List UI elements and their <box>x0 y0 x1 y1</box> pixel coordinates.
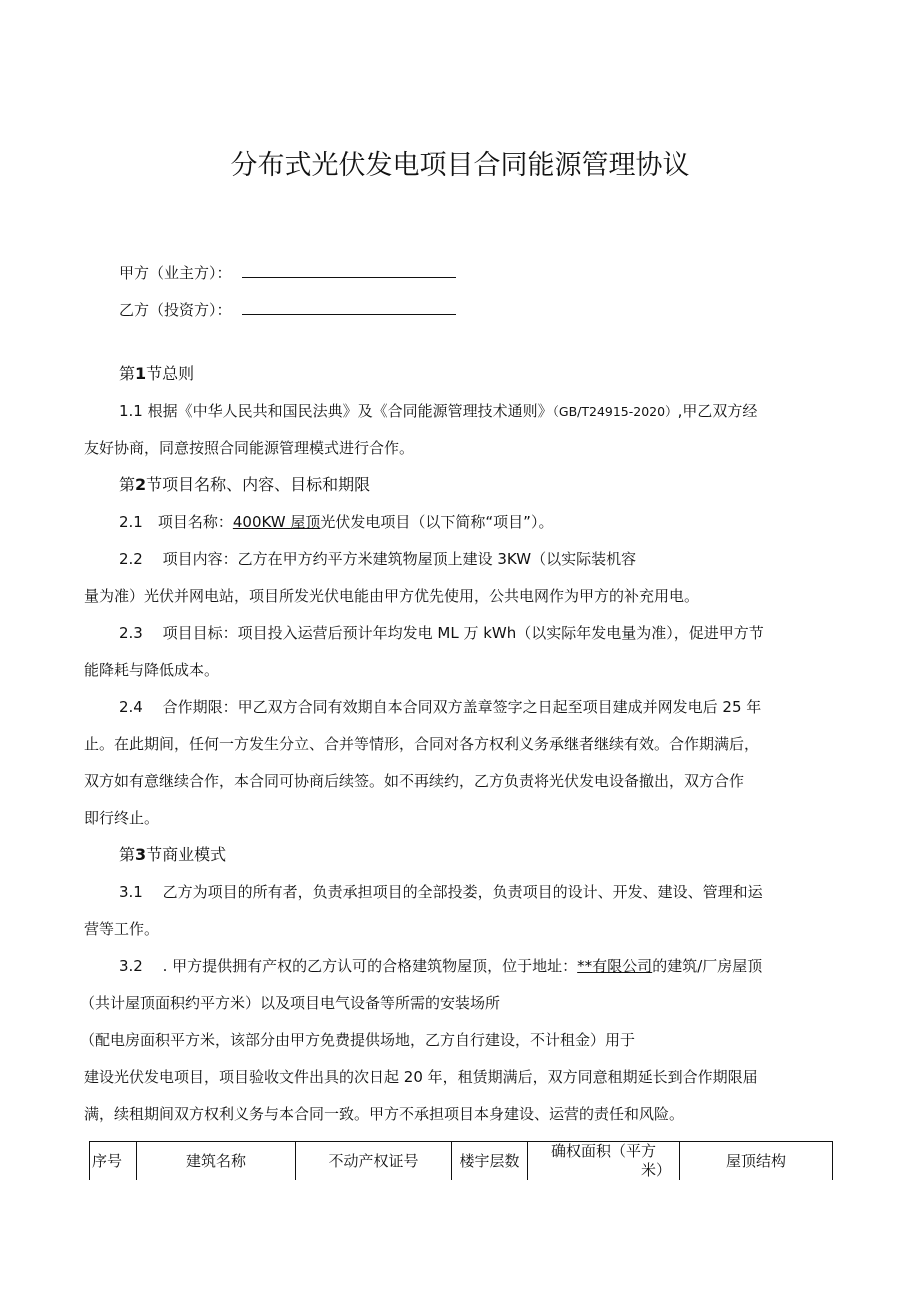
header-area-line-1: 确权面积（平方 <box>550 1142 656 1160</box>
party-a-blank <box>242 263 456 278</box>
p3-2-text-b: 的建筑/厂房屋顶 <box>652 957 763 975</box>
section-1-text: 节总则 <box>146 364 195 383</box>
paragraph-2-1 <box>119 512 553 532</box>
p2-1-text-a: 2.1 项目名称： <box>119 513 233 531</box>
p1-1-text-b: ,甲乙双方经 <box>677 402 758 420</box>
section-1-number: 1 <box>135 364 147 383</box>
section-2-number: 2 <box>135 475 147 494</box>
section-1-prefix: 第 <box>119 364 136 383</box>
header-property-certificate: 不动产权证号 <box>296 1142 452 1181</box>
paragraph-3-2-line-3: （配电房面积平方米，该部分由甲方免费提供场地，乙方自行建设，不计租金）用于 <box>80 1031 636 1049</box>
p3-2-text-a: 3.2 . 甲方提供拥有产权的乙方认可的合格建筑物屋顶，位于地址： <box>119 957 578 975</box>
paragraph-3-1-line-2: 营等工作。 <box>84 920 160 938</box>
building-table <box>89 1141 833 1180</box>
p1-1-text-a: 1.1 根据《中华人民共和国民法典》及《合同能源管理技术通则》 <box>119 402 553 420</box>
table-header-row <box>90 1142 833 1181</box>
section-1-heading <box>119 364 194 384</box>
paragraph-1-1-line-2: 友好协商，同意按照合同能源管理模式进行合作。 <box>84 439 415 457</box>
paragraph-3-2-line-2: （共计屋顶面积约平方米）以及项目电气设备等所需的安装场所 <box>80 994 501 1012</box>
header-building-name: 建筑名称 <box>137 1142 296 1181</box>
header-roof-structure: 屋顶结构 <box>680 1142 833 1181</box>
p2-1-text-b: 光伏发电项目（以下简称“项目”）。 <box>320 513 554 531</box>
section-3-heading <box>119 845 226 865</box>
p1-1-standard-code: （GB/T24915-2020） <box>552 404 678 419</box>
party-b-row <box>119 299 456 320</box>
section-3-number: 3 <box>135 845 147 864</box>
party-a-label: 甲方（业主方）： <box>119 264 232 282</box>
document-title: 分布式光伏发电项目合同能源管理协议 <box>230 150 690 181</box>
paragraph-2-4-line-4: 即行终止。 <box>84 809 160 827</box>
paragraph-2-2-line-2: 量为准）光伏并网电站，项目所发光伏电能由甲方优先使用，公共电网作为甲方的补充用电。 <box>84 587 700 605</box>
section-3-prefix: 第 <box>119 845 136 864</box>
paragraph-2-2-line-1: 2.2 项目内容：乙方在甲方约平方米建筑物屋顶上建设 3KW（以实际装机容 <box>119 550 637 568</box>
paragraph-3-2-line-1 <box>119 956 762 976</box>
paragraph-1-1-line-1 <box>119 401 757 422</box>
section-3-text: 节商业模式 <box>146 845 227 864</box>
paragraph-3-2-line-5: 满，续租期间双方权利义务与本合同一致。甲方不承担项目本身建设、运营的责任和风险。 <box>84 1105 685 1123</box>
header-floor-count: 楼宇层数 <box>452 1142 528 1181</box>
paragraph-2-3-line-1: 2.3 项目目标：项目投入运营后预计年均发电 ML 万 kWh（以实际年发电量为准），促进甲方节 <box>119 624 764 642</box>
section-2-prefix: 第 <box>119 475 136 494</box>
party-a-row <box>119 262 456 283</box>
paragraph-2-3-line-2: 能降耗与降低成本。 <box>84 661 220 679</box>
paragraph-2-4-line-3: 双方如有意继续合作，本合同可协商后续签。如不再续约，乙方负责将光伏发电设备撤出，双方合作 <box>84 772 745 790</box>
paragraph-3-2-line-4: 建设光伏发电项目，项目验收文件出具的次日起 20 年，租赁期满后，双方同意租期延长到合作期限届 <box>84 1068 758 1086</box>
section-2-text: 节项目名称、内容、目标和期限 <box>146 475 371 494</box>
paragraph-3-1-line-1: 3.1 乙方为项目的所有者，负责承担项目的全部投娄，负责项目的设计、开发、建设、管理和运 <box>119 883 763 901</box>
paragraph-2-4-line-2: 止。在此期间，任何一方发生分立、合并等情形，合同对各方权利义务承继者继续有效。合作期满后， <box>84 735 760 753</box>
paragraph-2-4-line-1: 2.4 合作期限：甲乙双方合同有效期自本合同双方盖章签字之日起至项目建成并网发电后 25 年 <box>119 698 762 716</box>
party-b-blank <box>242 300 456 315</box>
section-2-heading <box>119 475 370 495</box>
header-confirmed-area <box>528 1142 680 1181</box>
party-b-label: 乙方（投资方）： <box>119 301 232 319</box>
p3-2-company: **有限公司 <box>577 957 653 975</box>
p2-1-project-name: 400KW 屋顶 <box>232 513 321 531</box>
header-area-line-2: 米） <box>640 1161 671 1179</box>
header-serial-number: 序号 <box>90 1142 137 1181</box>
